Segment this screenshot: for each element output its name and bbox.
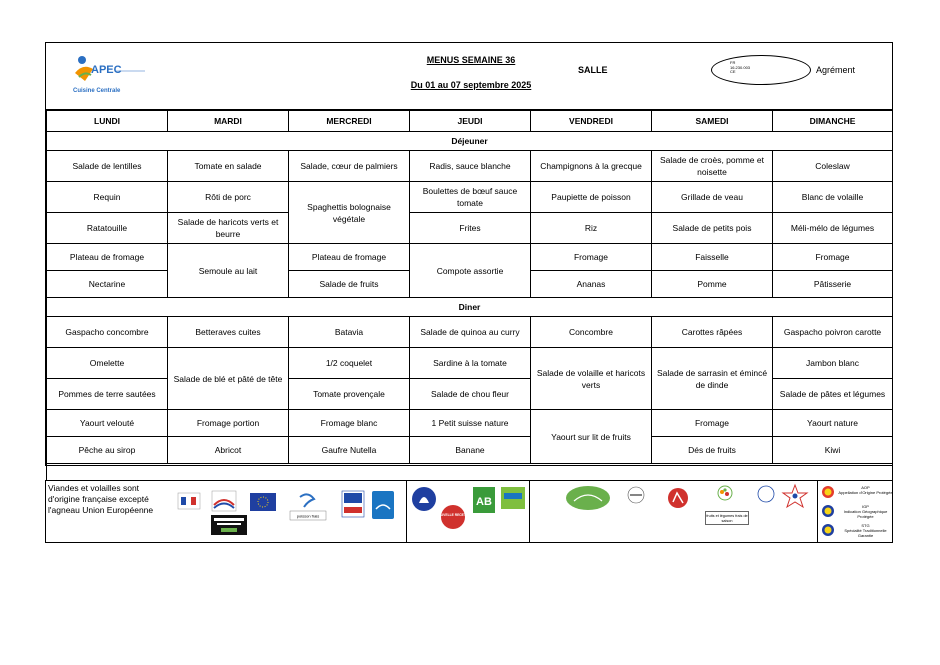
day-header: SAMEDI: [652, 111, 773, 132]
stg-seal-icon: [822, 524, 834, 536]
menu-cell: Omelette: [47, 348, 168, 379]
origin-text: Viandes et volailles sont d'origine française excepté l'agneau Union Européenne: [48, 483, 154, 515]
menu-cell: Paupiette de poisson: [531, 182, 652, 213]
fresh-fish-logo: [288, 489, 328, 529]
menu-cell: Fromage: [773, 244, 893, 271]
menu-cell: Abricot: [168, 437, 289, 464]
menu-cell: Méli-mélo de légumes: [773, 213, 893, 244]
menu-cell: Rôti de porc: [168, 182, 289, 213]
french-pork-logo: [212, 491, 236, 511]
menu-row: [47, 437, 893, 464]
footer-legend: [45, 480, 893, 543]
menu-cell: Jambon blanc: [773, 348, 893, 379]
menu-cell: Salade de petits pois: [652, 213, 773, 244]
apec-logo: [71, 51, 156, 96]
menu-cell: Concombre: [531, 317, 652, 348]
organic-ab-logo: [473, 487, 495, 513]
menu-cell: 1 Petit suisse nature: [410, 410, 531, 437]
date-range: Du 01 au 07 septembre 2025: [410, 80, 532, 90]
menu-cell: Salade de volaille et haricots verts: [531, 348, 652, 410]
blank-cell: [47, 464, 893, 481]
day-header: LUNDI: [47, 111, 168, 132]
french-meat-logo: [178, 493, 200, 509]
msc-logo: [372, 491, 394, 519]
star-quality-icon: [783, 485, 807, 507]
menu-cell: Yaourt velouté: [47, 410, 168, 437]
menu-cell: Spaghettis bolognaise végétale: [289, 182, 410, 244]
day-header: MARDI: [168, 111, 289, 132]
menu-row: [47, 244, 893, 271]
menu-cell: Tomate en salade: [168, 151, 289, 182]
igp-description: Indication Géographique Protégée: [843, 509, 888, 519]
eu-flag-icon: [250, 493, 276, 511]
dinner-section-row: [47, 298, 893, 317]
new-recipe-label: NOUVELLE RECETTE: [435, 513, 471, 517]
stg-description: Spécialité Traditionnelle Garantie: [844, 528, 887, 538]
menu-table: [46, 110, 893, 481]
stg-label: STG: [861, 523, 870, 528]
menu-cell: Pêche au sirop: [47, 437, 168, 464]
fresh-fish-label: poisson frais: [296, 513, 320, 519]
room-label: SALLE: [578, 65, 608, 75]
menu-cell: Gaspacho poivron carotte: [773, 317, 893, 348]
menu-row: [47, 151, 893, 182]
chef-hat-logo: [628, 487, 644, 503]
fruit-vegetable-logo: [718, 486, 732, 500]
new-recipe-badge: [436, 505, 471, 529]
menu-cell: Carottes râpées: [652, 317, 773, 348]
menu-cell: Dés de fruits: [652, 437, 773, 464]
eco-label-logo: [501, 487, 525, 509]
menu-row: [47, 317, 893, 348]
menu-cell: Gaspacho concombre: [47, 317, 168, 348]
menu-cell: Yaourt nature: [773, 410, 893, 437]
menu-cell: Fromage: [531, 244, 652, 271]
menu-cell: Nectarine: [47, 271, 168, 298]
menu-cell: Yaourt sur lit de fruits: [531, 410, 652, 464]
menu-cell: Salade de quinoa au curry: [410, 317, 531, 348]
menu-cell: Blanc de volaille: [773, 182, 893, 213]
footer-aop-section: [818, 481, 894, 542]
menu-cell: Salade, cœur de palmiers: [289, 151, 410, 182]
seasonal-produce-label: fruits et légumes frais de saison: [705, 511, 749, 525]
menu-cell: Requin: [47, 182, 168, 213]
organic-label: AB: [476, 496, 492, 508]
menu-cell: Pâtisserie: [773, 271, 893, 298]
local-producer-logo: [566, 486, 610, 510]
menu-cell: Ananas: [531, 271, 652, 298]
aop-label: AOP: [861, 485, 870, 490]
french-fish-logo: [342, 491, 364, 517]
homemade-cooking-badge: [211, 515, 247, 535]
igp-seal-icon: [822, 505, 834, 517]
day-header: DIMANCHE: [773, 111, 893, 132]
dinner-section-title: Diner: [47, 298, 893, 317]
menu-cell: Fromage: [652, 410, 773, 437]
menu-cell: Fromage portion: [168, 410, 289, 437]
menu-cell: Compote assortie: [410, 244, 531, 298]
page-title: MENUS SEMAINE 36: [426, 55, 516, 65]
approval-label: Agrément: [816, 65, 856, 75]
menu-cell: Grillade de veau: [652, 182, 773, 213]
menu-cell: Ratatouille: [47, 213, 168, 244]
brand-subtitle: Cuisine Centrale: [73, 88, 121, 94]
label-rouge-hen-icon: [412, 487, 436, 511]
lunch-section-title: Déjeuner: [47, 132, 893, 151]
menu-cell: Tomate provençale: [289, 379, 410, 410]
menu-cell: Coleslaw: [773, 151, 893, 182]
menu-cell: Semoule au lait: [168, 244, 289, 298]
brand-text: APEC: [91, 64, 122, 76]
footer-quality-section: [530, 481, 818, 542]
menu-cell: Sardine à la tomate: [410, 348, 531, 379]
blank-row: [47, 464, 893, 481]
menu-cell: Salade de lentilles: [47, 151, 168, 182]
menu-frame: [45, 42, 893, 466]
menu-cell: Riz: [531, 213, 652, 244]
approval-ce: CE: [730, 69, 736, 74]
producer-badge-icon: [758, 486, 774, 502]
lunch-section-row: [47, 132, 893, 151]
menu-cell: Salade de chou fleur: [410, 379, 531, 410]
label-rouge-logo: [668, 488, 688, 508]
menu-cell: Salade de fruits: [289, 271, 410, 298]
footer-origin-section: [46, 481, 407, 542]
menu-cell: 1/2 coquelet: [289, 348, 410, 379]
menu-cell: Gaufre Nutella: [289, 437, 410, 464]
menu-cell: Plateau de fromage: [289, 244, 410, 271]
menu-cell: Plateau de fromage: [47, 244, 168, 271]
menu-cell: Pommes de terre sautées: [47, 379, 168, 410]
menu-cell: Boulettes de bœuf sauce tomate: [410, 182, 531, 213]
footer-label-section: [407, 481, 530, 542]
menu-cell: Faisselle: [652, 244, 773, 271]
menu-row: [47, 213, 893, 244]
day-header: JEUDI: [410, 111, 531, 132]
approval-country: FR: [730, 60, 736, 65]
menu-cell: Salade de pâtes et légumes: [773, 379, 893, 410]
menu-cell: Champignons à la grecque: [531, 151, 652, 182]
day-header: VENDREDI: [531, 111, 652, 132]
menu-cell: Pomme: [652, 271, 773, 298]
igp-label: IGP: [862, 504, 869, 509]
menu-row: [47, 182, 893, 213]
menu-cell: Radis, sauce blanche: [410, 151, 531, 182]
menu-cell: Banane: [410, 437, 531, 464]
menu-cell: Salade de croès, pomme et noisette: [652, 151, 773, 182]
menu-cell: Salade de sarrasin et émincé de dinde: [652, 348, 773, 410]
menu-cell: Fromage blanc: [289, 410, 410, 437]
aop-seal-icon: [822, 486, 834, 498]
menu-cell: Kiwi: [773, 437, 893, 464]
menu-row: [47, 348, 893, 379]
day-header-row: [47, 111, 893, 132]
menu-cell: Salade de haricots verts et beurre: [168, 213, 289, 244]
aop-description: Appellation d'Origine Protégée: [838, 490, 893, 495]
menu-row: [47, 410, 893, 437]
menu-cell: Frites: [410, 213, 531, 244]
menu-cell: Salade de blé et pâté de tête: [168, 348, 289, 410]
day-header: MERCREDI: [289, 111, 410, 132]
menu-cell: Betteraves cuites: [168, 317, 289, 348]
approval-stamp: [711, 55, 811, 85]
menu-header: [46, 43, 892, 110]
approval-number: 16.230.003: [730, 64, 751, 70]
menu-cell: Batavia: [289, 317, 410, 348]
